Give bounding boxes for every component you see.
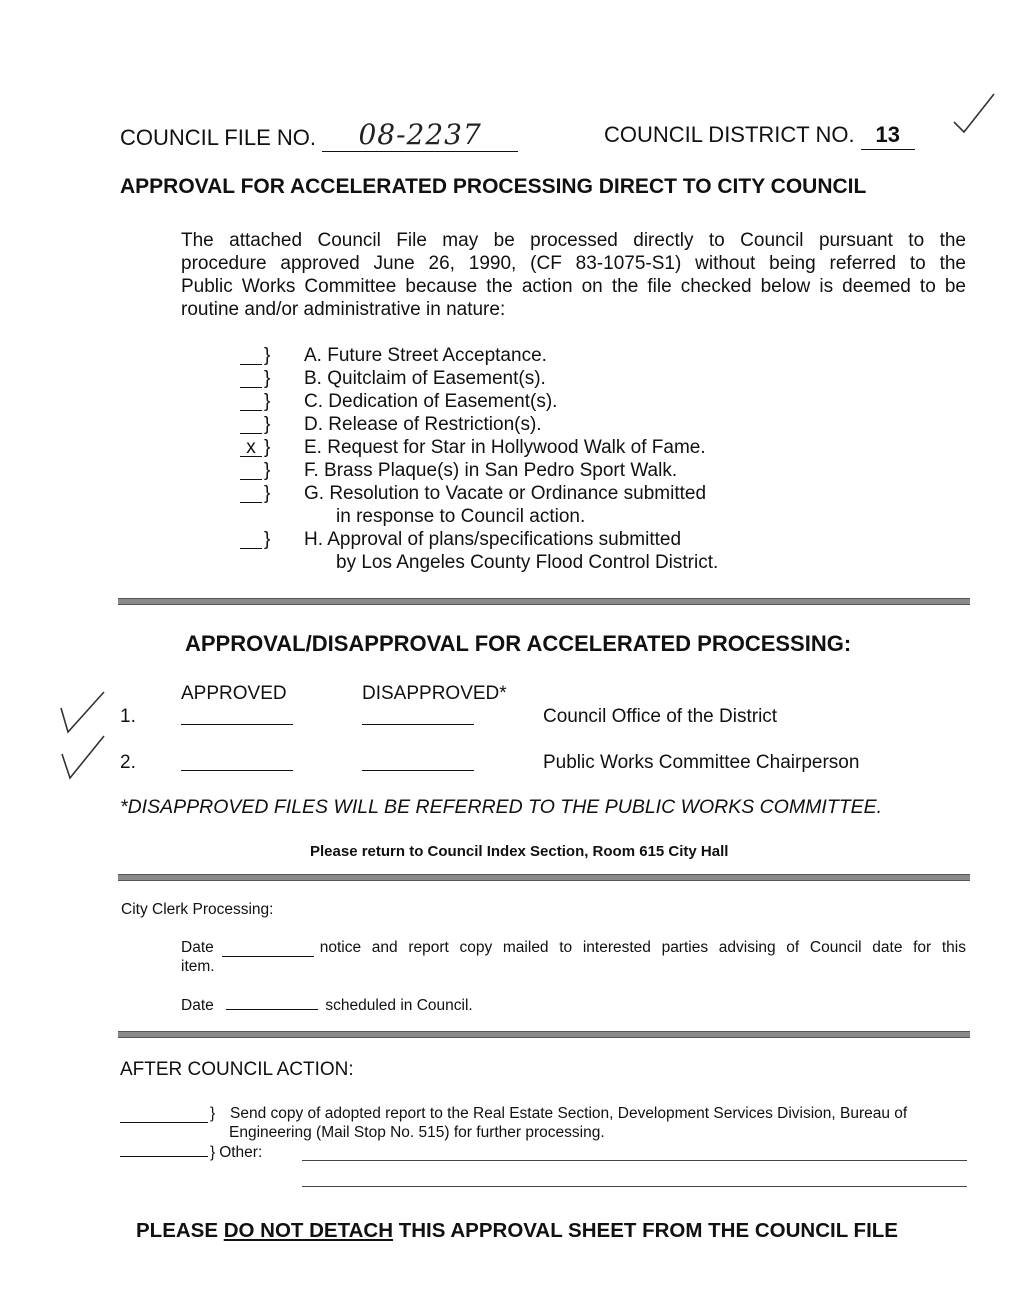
option-checkbox[interactable]	[240, 413, 262, 434]
footer-text-emphasis: DO NOT DETACH	[223, 1219, 394, 1242]
checkmark-icon	[58, 690, 108, 736]
checkmark-icon	[58, 734, 108, 782]
approved-signature-line-2[interactable]	[181, 748, 293, 771]
send-copy-text: Send copy of adopted report to the Real Estate Section, Development Services Division, Bureau of	[230, 1105, 908, 1122]
options-list	[240, 344, 718, 574]
clerk-heading: City Clerk Processing:	[121, 901, 274, 918]
approval-row-label: Council Office of the District	[543, 706, 778, 727]
option-label: F. Brass Plaque(s) in San Pedro Sport Walk.	[304, 460, 678, 481]
council-file-line	[120, 118, 518, 152]
brace: }	[264, 460, 271, 481]
section-divider	[118, 1031, 970, 1038]
council-file-number-field[interactable]	[322, 118, 518, 152]
brace: }	[264, 391, 271, 412]
after-action-heading: AFTER COUNCIL ACTION:	[120, 1059, 354, 1080]
notice-date-field[interactable]	[222, 938, 314, 957]
council-district-line	[604, 121, 915, 150]
option-item[interactable]	[240, 528, 718, 551]
intro-line: The attached Council File may be processed directly to Council pursuant to the	[181, 230, 966, 251]
intro-paragraph	[181, 229, 966, 321]
approved-signature-line-1[interactable]	[181, 702, 293, 725]
approval-row-number: 2.	[120, 752, 136, 773]
option-label: E. Request for Star in Hollywood Walk of Fame.	[304, 437, 706, 458]
council-district-label: COUNCIL DISTRICT NO.	[604, 122, 855, 147]
section-divider	[118, 598, 970, 605]
option-continuation: in response to Council action.	[336, 506, 586, 527]
council-district-number: 13	[875, 122, 900, 147]
footer-text-pre: PLEASE	[136, 1219, 224, 1242]
send-copy-field[interactable]	[120, 1104, 208, 1123]
approval-row-label: Public Works Committee Chairperson	[543, 752, 860, 773]
option-item[interactable]	[240, 413, 718, 436]
option-continuation: by Los Angeles County Flood Control District.	[336, 552, 719, 573]
other-input-line-2[interactable]	[302, 1186, 967, 1187]
option-checkbox[interactable]	[240, 459, 262, 480]
notice-text: notice and report copy mailed to interested parties advising of Council date for this	[319, 939, 966, 956]
option-label: B. Quitclaim of Easement(s).	[304, 368, 546, 389]
intro-line: Public Works Committee because the action on the file checked below is deemed to be	[181, 276, 966, 297]
clerk-scheduled-entry	[181, 996, 473, 1015]
other-check-field[interactable]	[120, 1156, 208, 1157]
scheduled-date-field[interactable]	[226, 1009, 318, 1010]
option-item[interactable]	[240, 482, 718, 505]
option-label: C. Dedication of Easement(s).	[304, 391, 558, 412]
option-item[interactable]	[240, 459, 718, 482]
return-note: Please return to Council Index Section, Room 615 City Hall	[310, 843, 729, 860]
brace: }	[264, 437, 271, 458]
option-item[interactable]	[240, 390, 718, 413]
council-file-label: COUNCIL FILE NO.	[120, 125, 316, 150]
checkmark-icon	[950, 90, 998, 138]
option-item[interactable]	[240, 344, 718, 367]
other-input-line-1[interactable]	[302, 1160, 967, 1161]
date-label: Date	[181, 939, 214, 956]
brace: }	[264, 529, 271, 550]
option-checkbox[interactable]	[240, 344, 262, 365]
option-label: D. Release of Restriction(s).	[304, 414, 542, 435]
brace: }	[264, 368, 271, 389]
disapproved-column-header: DISAPPROVED*	[362, 683, 507, 704]
option-item[interactable]	[240, 436, 718, 459]
option-checkbox[interactable]	[240, 482, 262, 503]
option-checkbox[interactable]	[240, 528, 262, 549]
approval-heading: APPROVAL/DISAPPROVAL FOR ACCELERATED PROCESSING:	[185, 631, 852, 656]
approved-column-header: APPROVED	[181, 683, 287, 704]
brace: }	[264, 414, 271, 435]
page-title: APPROVAL FOR ACCELERATED PROCESSING DIRECT TO CITY COUNCIL	[120, 175, 867, 198]
intro-line: routine and/or administrative in nature:	[181, 299, 506, 320]
option-checkbox[interactable]	[240, 390, 262, 411]
brace: }	[264, 483, 271, 504]
disapproval-note: *DISAPPROVED FILES WILL BE REFERRED TO THE PUBLIC WORKS COMMITTEE.	[120, 796, 883, 818]
brace: }	[210, 1105, 216, 1122]
section-divider	[118, 874, 970, 881]
option-checkbox[interactable]	[240, 436, 262, 457]
footer-warning	[136, 1218, 898, 1244]
disapproved-signature-line-1[interactable]	[362, 702, 474, 725]
date-label: Date	[181, 997, 214, 1014]
brace: }	[264, 345, 271, 366]
option-label: H. Approval of plans/specifications submitted	[304, 529, 682, 550]
notice-text-cont: item.	[181, 958, 215, 975]
scheduled-text: scheduled in Council.	[325, 997, 473, 1014]
other-entry	[120, 1143, 262, 1162]
brace: }	[210, 1144, 216, 1161]
option-label: A. Future Street Acceptance.	[304, 345, 547, 366]
council-district-number-field[interactable]	[861, 121, 915, 150]
option-checkbox[interactable]	[240, 367, 262, 388]
intro-line: procedure approved June 26, 1990, (CF 83-1075-S1) without being referred to the	[181, 253, 966, 274]
approval-row-number: 1.	[120, 706, 136, 727]
disapproved-signature-line-2[interactable]	[362, 748, 474, 771]
footer-text-post: THIS APPROVAL SHEET FROM THE COUNCIL FILE	[393, 1219, 898, 1242]
option-label: G. Resolution to Vacate or Ordinance submitted	[304, 483, 707, 504]
option-item[interactable]	[240, 367, 718, 390]
other-label: Other:	[219, 1144, 263, 1161]
send-copy-entry	[120, 1104, 970, 1142]
council-file-number: 08-2237	[358, 118, 482, 151]
send-copy-text-cont: Engineering (Mail Stop No. 515) for further processing.	[229, 1124, 605, 1141]
option-mark: x	[246, 437, 256, 458]
clerk-notice-entry	[181, 938, 966, 976]
